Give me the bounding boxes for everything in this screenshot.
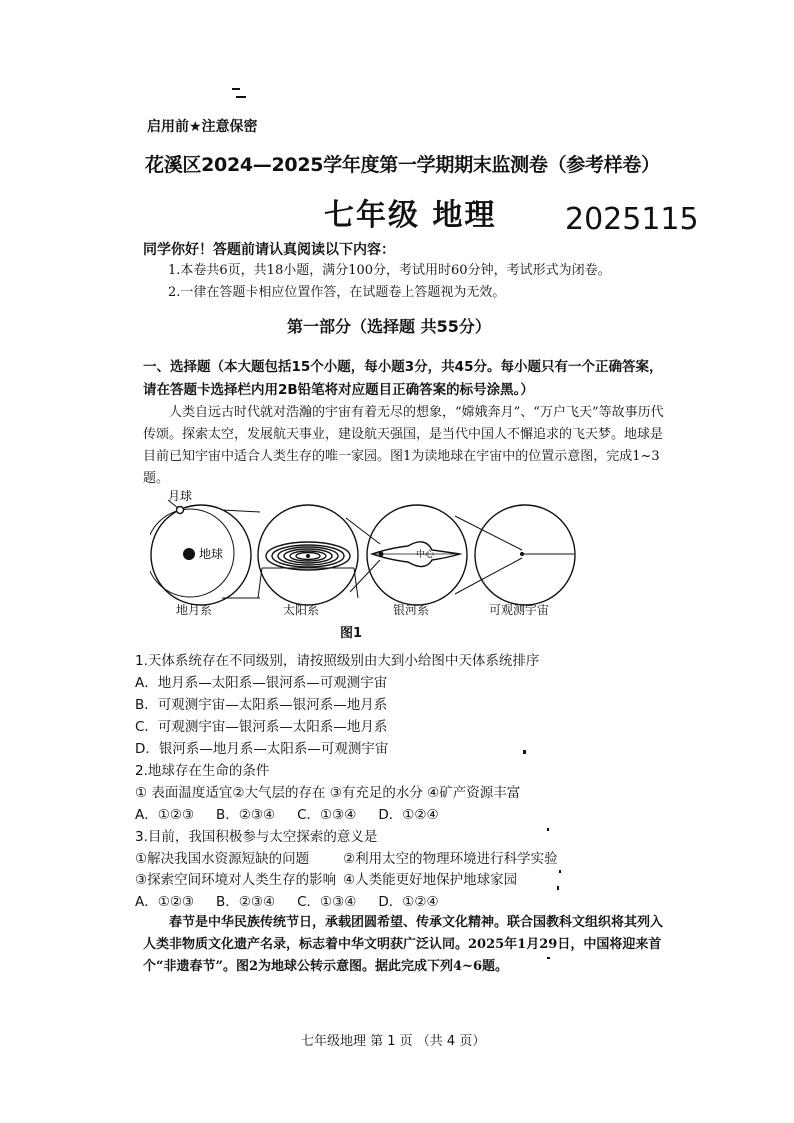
center-label: 中心 xyxy=(416,550,435,560)
question-2-options xyxy=(135,803,461,823)
earth-label: 地球 xyxy=(199,547,224,561)
panel-label-milky-way: 银河系 xyxy=(393,603,430,617)
question-1-option-d: D．银河系—地月系—太阳系—可观测宇宙 xyxy=(135,741,389,757)
page-footer: 七年级地理 第 1 页 （共 4 页） xyxy=(301,1034,486,1049)
panel-label-solar-system: 太阳系 xyxy=(283,603,320,617)
instructions-greeting: 同学你好！答题前请认真阅读以下内容： xyxy=(143,242,395,258)
question-2-option-c: C．①③④ xyxy=(297,807,357,823)
scan-dot xyxy=(547,828,549,831)
reading-passage: 人类自远古时代就对浩瀚的宇宙有着无尽的想象，“嫦娥奔月”、“万户飞天”等故事历代传颂。探索太空，发展航天事业，建设航天强国，是当代中国人不懈追求的飞天梦。地球是目前已知宇宙中适合人类生存的唯一家园。图1为读地球在宇宙中的位置示意图，完成1~3题。 xyxy=(143,405,664,486)
confidential-notice: 启用前★注意保密 xyxy=(147,119,258,135)
exam-subject: 七年级 地理 xyxy=(324,198,497,233)
question-1-option-c: C．可观测宇宙—银河系—太阳系—地月系 xyxy=(135,719,388,735)
moon-label: 月球 xyxy=(168,489,193,503)
scan-dot xyxy=(557,886,559,890)
exam-title: 花溪区2024—2025学年度第一学期期末监测卷（参考样卷） xyxy=(145,154,660,176)
figure-caption: 图1 xyxy=(340,626,363,641)
question-3-statement-2: ②利用太空的物理环境进行科学实验 xyxy=(343,851,558,867)
question-3-option-a: A．①②③ xyxy=(135,894,195,910)
question-1-option-b: B．可观测宇宙—太阳系—银河系—地月系 xyxy=(135,697,388,713)
instruction-rule: 1.本卷共6页，共18小题，满分100分，考试用时60分钟，考试形式为闭卷。 xyxy=(168,263,611,278)
question-3-option-b: B．②③④ xyxy=(216,894,276,910)
question-3-options xyxy=(135,890,461,910)
scan-mark xyxy=(232,88,240,90)
document-stamp: 2025115 xyxy=(565,202,699,237)
earth-icon xyxy=(183,548,195,560)
panel-label-earth-moon: 地月系 xyxy=(176,603,213,617)
panel-label-observable-universe: 可观测宇宙 xyxy=(489,603,550,617)
question-2-statements: ① 表面温度适宜②大气层的存在 ③有充足的水分 ④矿产资源丰富 xyxy=(135,785,521,801)
scan-dot xyxy=(559,870,561,873)
question-2-stem: 2.地球存在生命的条件 xyxy=(135,763,270,779)
question-1-option-a: A．地月系—太阳系—银河系—可观测宇宙 xyxy=(135,675,388,691)
part-title: 第一部分（选择题 共55分） xyxy=(287,317,491,336)
question-3-stem: 3.目前，我国积极参与太空探索的意义是 xyxy=(135,829,378,845)
reading-passage-2: 春节是中华民族传统节日，承载团圆希望、传承文化精神。联合国教科文组织将其列入人类非物质文化遗产名录，标志着中华文明获广泛认同。2025年1月29日，中国将迎来首个“非遗春节”。图2为地球公转示意图。据此完成下列4~6题。 xyxy=(143,915,664,974)
question-2-option-d: D．①②④ xyxy=(378,807,439,823)
question-2-option-a: A．①②③ xyxy=(135,807,195,823)
question-3-statement-1: ①解决我国水资源短缺的问题 xyxy=(135,851,310,867)
question-3-statement-4: ④人类能更好地保护地球家园 xyxy=(343,872,518,888)
observable-universe-circle xyxy=(475,505,575,605)
section-heading: 一、选择题（本大题包括15个小题，每小题3分，共45分。每小题只有一个正确答案，请在答题卡选择栏内用2B铅笔将对应题目正确答案的标号涂黑。） xyxy=(143,359,663,398)
question-3-statement-3: ③探索空间环境对人类生存的影响 xyxy=(135,872,337,888)
question-1-stem: 1.天体系统存在不同级别，请按照级别由大到小给图中天体系统排序 xyxy=(135,653,540,669)
scan-dot xyxy=(523,750,526,754)
question-3-option-c: C．①③④ xyxy=(297,894,357,910)
question-3-option-d: D．①②④ xyxy=(378,894,439,910)
scan-mark xyxy=(236,96,246,98)
instruction-rule: 2.一律在答题卡相应位置作答，在试题卷上答题视为无效。 xyxy=(168,285,506,300)
question-2-option-b: B．②③④ xyxy=(216,807,276,823)
